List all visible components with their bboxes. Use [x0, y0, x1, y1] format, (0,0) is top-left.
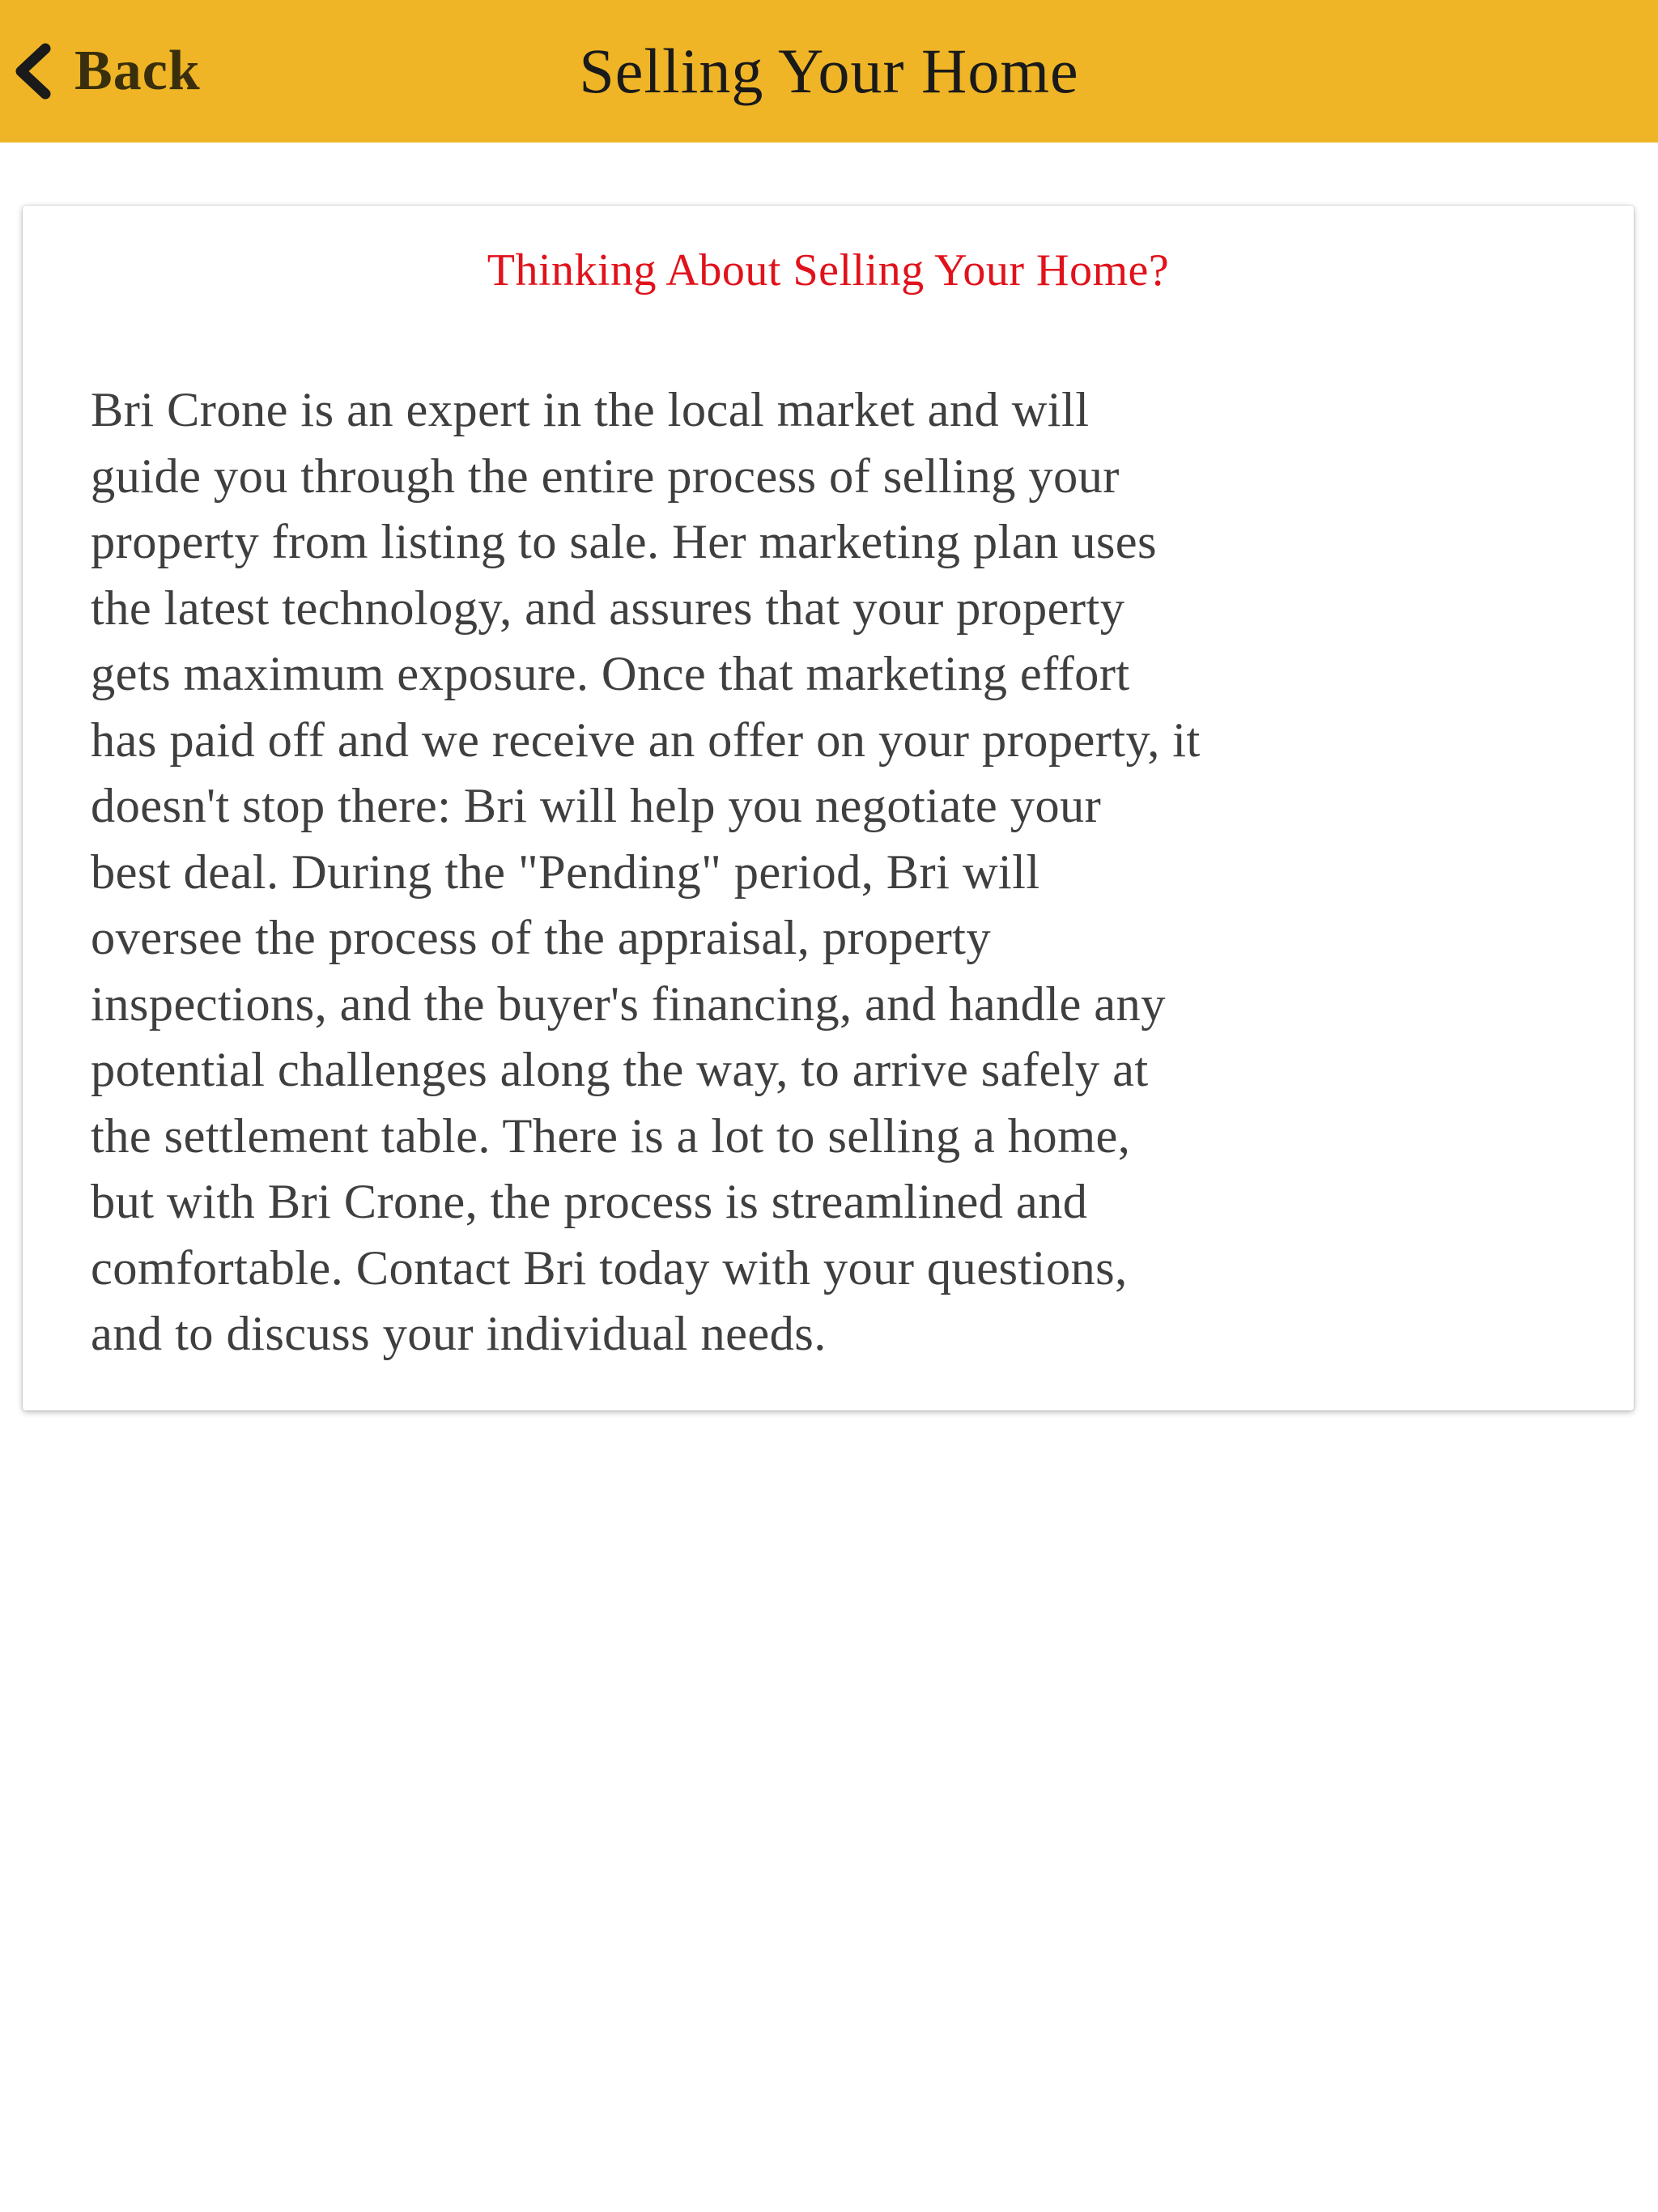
content-card: [23, 206, 1634, 1410]
back-button[interactable]: [11, 0, 201, 143]
page-title: Selling Your Home: [579, 36, 1079, 106]
top-bar: [0, 0, 1658, 143]
card-body-text: Bri Crone is an expert in the local market and will guide you through the entire process of selling your property from listing to sale. Her marketing plan uses the latest technology, and assures that your property gets maximum exposure. Once that marketing effort has paid off and we receive an offer on your property, it doesn't stop there: Bri will help you negotiate your best deal. During the "Pending" period, Bri will oversee the process of the appraisal, property inspections, and the buyer's financing, and handle any potential challenges along the way, to arrive safely at the settlement table. There is a lot to selling a home, but with Bri Crone, the process is streamlined and comfortable. Contact Bri today with your questions, and to discuss your individual needs.: [91, 383, 1201, 1361]
back-label: Back: [74, 40, 201, 102]
chevron-left-icon: [11, 42, 57, 100]
card-heading: Thinking About Selling Your Home?: [487, 245, 1170, 296]
